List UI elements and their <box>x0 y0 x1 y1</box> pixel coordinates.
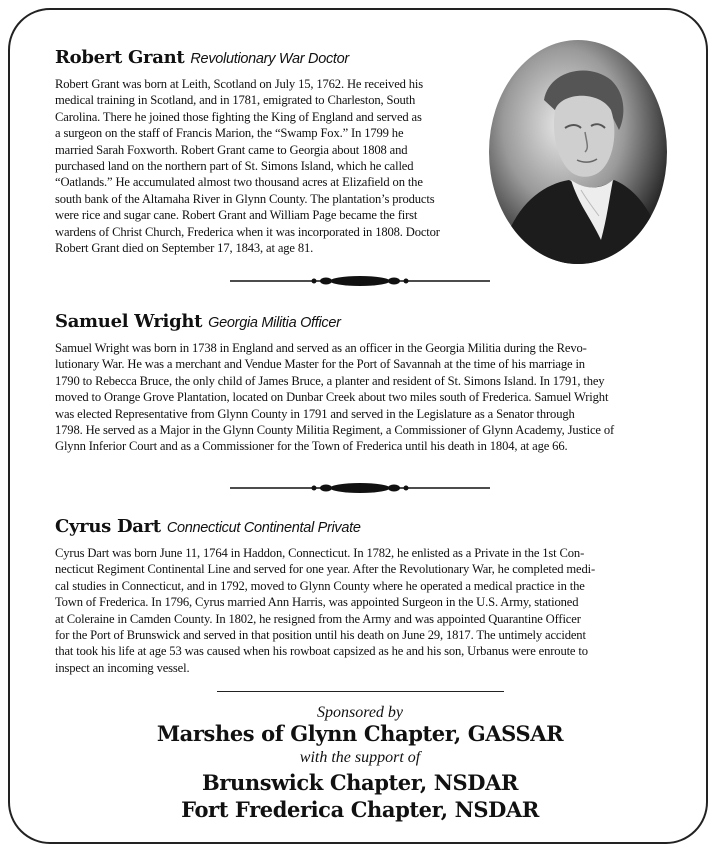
text-line: “Oatlands.” He accumulated almost two thousand acres at Elizafield on the <box>55 175 423 190</box>
person-name: Samuel Wright <box>55 311 203 332</box>
text-line: Town of Frederica. In 1796, Cyrus married Ann Harris, was appointed Surgeon in the U.S. Army, stationed <box>55 595 579 610</box>
supporting-chapter: Brunswick Chapter, NSDAR <box>201 770 519 795</box>
biography-text <box>55 340 661 455</box>
text-line: 1790 to Rebecca Bruce, the only child of James Bruce, a planter and resident of St. Simons Island. In 1791, they <box>55 373 605 388</box>
person-role: Georgia Militia Officer <box>208 315 341 331</box>
text-line: wardens of Christ Church, Frederica when it was incorporated in 1808. Doctor <box>55 224 440 239</box>
sponsor-chapter: Marshes of Glynn Chapter, GASSAR <box>156 721 564 746</box>
text-line: Robert Grant died on September 17, 1843, at age 81. <box>55 241 314 256</box>
section-heading <box>55 47 495 70</box>
section-heading <box>55 516 661 539</box>
sponsored-by-label: Sponsored by <box>316 704 404 721</box>
cyrus-dart-section <box>55 516 661 676</box>
text-line: inspect an incoming vessel. <box>55 660 190 675</box>
support-label: with the support of <box>299 749 421 766</box>
sponsor-divider-rule <box>217 691 504 692</box>
text-line: at Coleraine in Camden County. In 1802, he resigned from the Army and was appointed Quarantine Officer <box>55 611 581 626</box>
samuel-wright-section <box>55 311 661 455</box>
text-line: for the Port of Brunswick and served in that position until his death on June 29, 1817. The untimely accident <box>55 628 586 643</box>
text-line: lutionary War. He was a merchant and Vendue Master for the Port of Savannah at the time of his marriage in <box>55 357 585 372</box>
text-line: Carolina. There he joined those fighting the King of England and served as <box>55 109 422 124</box>
text-line: married Sarah Foxworth. Robert Grant came to Georgia about 1808 and <box>55 142 408 157</box>
biography-text <box>55 76 495 256</box>
text-line: were rice and sugar cane. Robert Grant and William Page became the first <box>55 208 418 223</box>
text-line: necticut Regiment Continental Line and served for one year. After the Revolutionary War, he completed medi- <box>55 562 595 577</box>
text-line: medical training in Scotland, and in 1781, emigrated to Charleston, South <box>55 93 416 108</box>
text-line: a surgeon on the staff of Francis Marion, the “Swamp Fox.” In 1799 he <box>55 126 404 141</box>
text-line: Glynn Inferior Court and as a Commissioner for the Town of Frederica until his death in 1804, at age 66. <box>55 439 568 454</box>
person-name: Cyrus Dart <box>55 516 161 537</box>
text-line: south bank of the Altamaha River in Glynn County. The plantation’s products <box>55 191 435 206</box>
text-line: that took his life at age 53 was caused when his rowboat capsized as he and his son, Urbanus were enroute to <box>55 644 588 659</box>
section-heading <box>55 311 661 334</box>
text-line: Robert Grant was born at Leith, Scotland on July 15, 1762. He received his <box>55 77 424 91</box>
text-line: moved to Orange Grove Plantation, located on Dunbar Creek about two miles south of Frederica. Samuel Wright <box>55 390 609 405</box>
person-role: Connecticut Continental Private <box>166 520 361 536</box>
text-line: Samuel Wright was born in 1738 in England and served as an officer in the Georgia Militia during the Revo- <box>55 341 587 355</box>
text-line: Cyrus Dart was born June 11, 1764 in Haddon, Connecticut. In 1782, he enlisted as a Private in the 1st Con- <box>55 546 585 560</box>
person-role: Revolutionary War Doctor <box>190 51 349 67</box>
text-line: 1798. He served as a Major in the Glynn County Militia Regiment, a Commissioner of Glynn Academy, Justice of <box>55 423 615 438</box>
ornamental-divider <box>230 274 490 288</box>
robert-grant-section <box>55 47 495 256</box>
biography-text <box>55 545 661 676</box>
text-line: was elected Representative from Glynn County in 1791 and served in the Legislature as a Senator through <box>55 406 575 421</box>
supporting-chapter: Fort Frederica Chapter, NSDAR <box>181 797 539 822</box>
text-line: purchased land on the northern part of St. Simons Island, which he called <box>55 159 414 174</box>
robert-grant-portrait <box>489 40 667 264</box>
ornamental-divider <box>230 481 490 495</box>
person-name: Robert Grant <box>55 47 185 68</box>
text-line: cal studies in Connecticut, and in 1792, moved to Glynn County where he operated a medical practice in the <box>55 578 585 593</box>
